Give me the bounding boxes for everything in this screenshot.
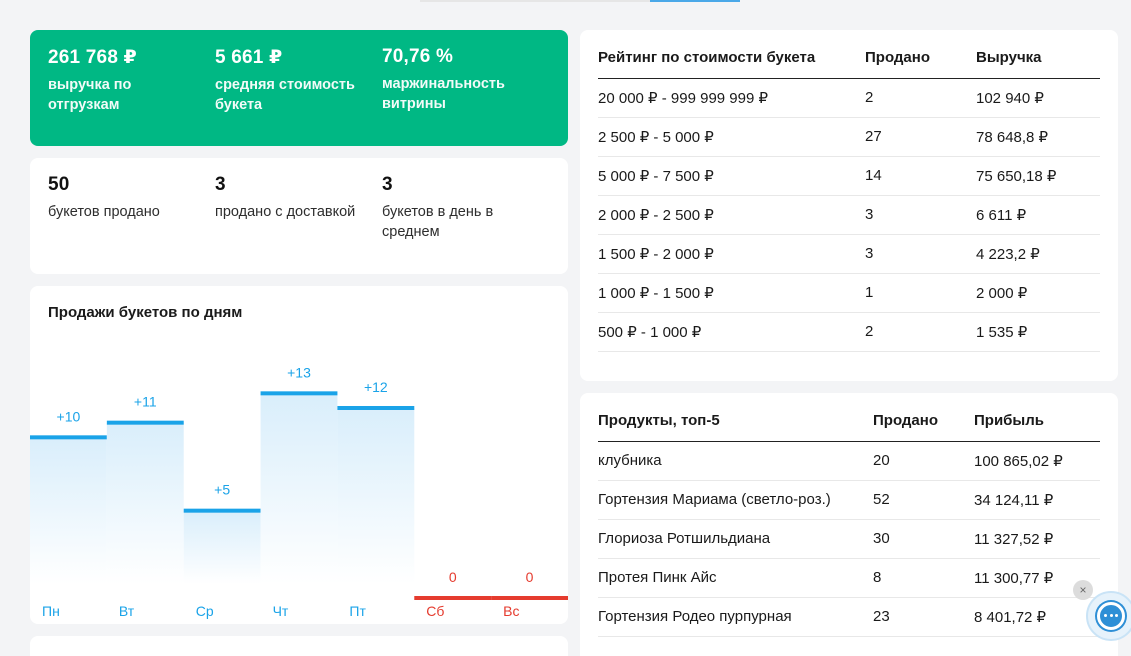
bar-6[interactable] (491, 596, 568, 600)
cell-product: Протея Пинк Айс (598, 558, 873, 597)
chat-close-icon[interactable]: × (1073, 580, 1093, 600)
cell-revenue: 2 000 ₽ (976, 273, 1100, 312)
table-row (598, 312, 1100, 351)
cell-sold: 2 (865, 312, 976, 351)
bar-0[interactable] (30, 435, 107, 439)
table-header-row (598, 393, 1100, 441)
kpi-delivery (215, 174, 375, 222)
col-header-price-range: Рейтинг по стоимости букета (598, 30, 865, 78)
cell-profit: 100 865,02 ₽ (974, 441, 1100, 480)
kpi-avg-price-value: 5 661 ₽ (215, 47, 283, 68)
kpi-margin-value: 70,76 % (382, 46, 454, 67)
table-row (598, 195, 1100, 234)
cell-price-range: 500 ₽ - 1 000 ₽ (598, 312, 865, 351)
bar-3[interactable] (261, 391, 338, 395)
table-row (598, 441, 1100, 480)
top-tab-active-indicator (650, 0, 740, 2)
kpi-delivery-label: продано с доставкой (215, 204, 356, 220)
bar-fill-2 (184, 511, 261, 584)
bar-5[interactable] (414, 596, 491, 600)
chat-open-button[interactable] (1086, 591, 1131, 641)
bar-value-label-4: +12 (363, 379, 388, 395)
top-products-table (598, 393, 1100, 637)
table-row (598, 480, 1100, 519)
sales-by-day-chart (30, 286, 568, 624)
bar-4[interactable] (337, 406, 414, 410)
price-rating-table (598, 30, 1100, 352)
cell-product: клубника (598, 441, 873, 480)
kpi-margin (382, 46, 542, 114)
price-rating-card (580, 30, 1118, 381)
kpi-avg-price-label: средняя стоимость букета (215, 77, 355, 113)
cell-price-range: 5 000 ₽ - 7 500 ₽ (598, 156, 865, 195)
sales-by-day-card (30, 286, 568, 624)
cell-price-range: 2 500 ₽ - 5 000 ₽ (598, 117, 865, 156)
bar-fill-1 (107, 423, 184, 584)
cell-profit: 11 300,77 ₽ (974, 558, 1100, 597)
cell-sold: 2 (865, 78, 976, 117)
table-row (598, 156, 1100, 195)
x-tick-label-5: Сб (426, 603, 445, 619)
chart-title: Продажи букетов по дням (48, 304, 243, 321)
cell-price-range: 2 000 ₽ - 2 500 ₽ (598, 195, 865, 234)
kpi-revenue (48, 46, 208, 115)
cell-sold: 8 (873, 558, 974, 597)
cell-revenue: 1 535 ₽ (976, 312, 1100, 351)
kpi-sold-label: букетов продано (48, 204, 160, 220)
cell-revenue: 6 611 ₽ (976, 195, 1100, 234)
bar-value-label-1: +11 (133, 393, 157, 410)
col-header-sold: Продано (865, 30, 976, 78)
chat-bubble-icon (1097, 602, 1125, 630)
kpi-per-day-value: 3 (382, 174, 393, 195)
table-row (598, 117, 1100, 156)
bar-1[interactable] (107, 421, 184, 425)
cell-revenue: 102 940 ₽ (976, 78, 1100, 117)
kpi-avg-price (215, 46, 375, 115)
table-row (598, 234, 1100, 273)
x-tick-label-2: Ср (195, 603, 214, 619)
cell-sold: 23 (873, 597, 974, 636)
table-row (598, 273, 1100, 312)
kpi-sold-value: 50 (48, 174, 70, 195)
cell-product: Гортензия Мариама (светло-роз.) (598, 480, 873, 519)
cell-sold: 3 (865, 234, 976, 273)
bar-value-label-5: 0 (448, 569, 457, 585)
cell-price-range: 1 000 ₽ - 1 500 ₽ (598, 273, 865, 312)
col-header-sold: Продано (873, 393, 974, 441)
x-tick-label-6: Вс (503, 603, 520, 619)
cell-product: Гортензия Родео пурпурная (598, 597, 873, 636)
bar-fill-4 (337, 408, 414, 584)
top-tab-underline (420, 0, 650, 2)
next-card (30, 636, 568, 656)
table-row (598, 558, 1100, 597)
cell-revenue: 4 223,2 ₽ (976, 234, 1100, 273)
table-row (598, 597, 1100, 636)
col-header-revenue: Выручка (976, 30, 1100, 78)
x-tick-label-0: Пн (42, 603, 60, 619)
bar-value-label-3: +13 (287, 364, 311, 381)
cell-sold: 20 (873, 441, 974, 480)
revenue-summary-card (30, 30, 568, 146)
table-row (598, 519, 1100, 558)
bar-value-label-0: +10 (56, 408, 81, 425)
bar-value-label-6: 0 (525, 569, 534, 585)
kpi-margin-label: маржинальность витрины (382, 76, 505, 112)
table-header-row (598, 30, 1100, 78)
cell-revenue: 75 650,18 ₽ (976, 156, 1100, 195)
x-tick-label-3: Чт (272, 603, 289, 619)
bar-fill-3 (261, 393, 338, 584)
col-header-product: Продукты, топ-5 (598, 393, 873, 441)
x-tick-label-1: Вт (118, 603, 135, 619)
cell-sold: 14 (865, 156, 976, 195)
bar-fill-0 (30, 437, 107, 584)
cell-sold: 1 (865, 273, 976, 312)
cell-product: Глориоза Ротшильдиана (598, 519, 873, 558)
table-row (598, 78, 1100, 117)
cell-sold: 52 (873, 480, 974, 519)
cell-profit: 8 401,72 ₽ (974, 597, 1100, 636)
cell-revenue: 78 648,8 ₽ (976, 117, 1100, 156)
x-tick-label-4: Пт (349, 603, 366, 619)
cell-sold: 3 (865, 195, 976, 234)
kpi-sold (48, 174, 208, 222)
cell-price-range: 20 000 ₽ - 999 999 999 ₽ (598, 78, 865, 117)
kpi-revenue-label: выручка по отгрузкам (48, 77, 132, 113)
kpi-per-day (382, 174, 542, 242)
cell-sold: 27 (865, 117, 976, 156)
cell-sold: 30 (873, 519, 974, 558)
cell-profit: 34 124,11 ₽ (974, 480, 1100, 519)
cell-profit: 11 327,52 ₽ (974, 519, 1100, 558)
kpi-per-day-label: букетов в день в среднем (382, 204, 494, 240)
counts-card (30, 158, 568, 274)
kpi-delivery-value: 3 (215, 174, 226, 195)
kpi-revenue-value: 261 768 ₽ (48, 47, 137, 68)
cell-price-range: 1 500 ₽ - 2 000 ₽ (598, 234, 865, 273)
bar-2[interactable] (184, 509, 261, 513)
top-products-card (580, 393, 1118, 656)
col-header-profit: Прибыль (974, 393, 1100, 441)
bar-value-label-2: +5 (214, 481, 231, 498)
